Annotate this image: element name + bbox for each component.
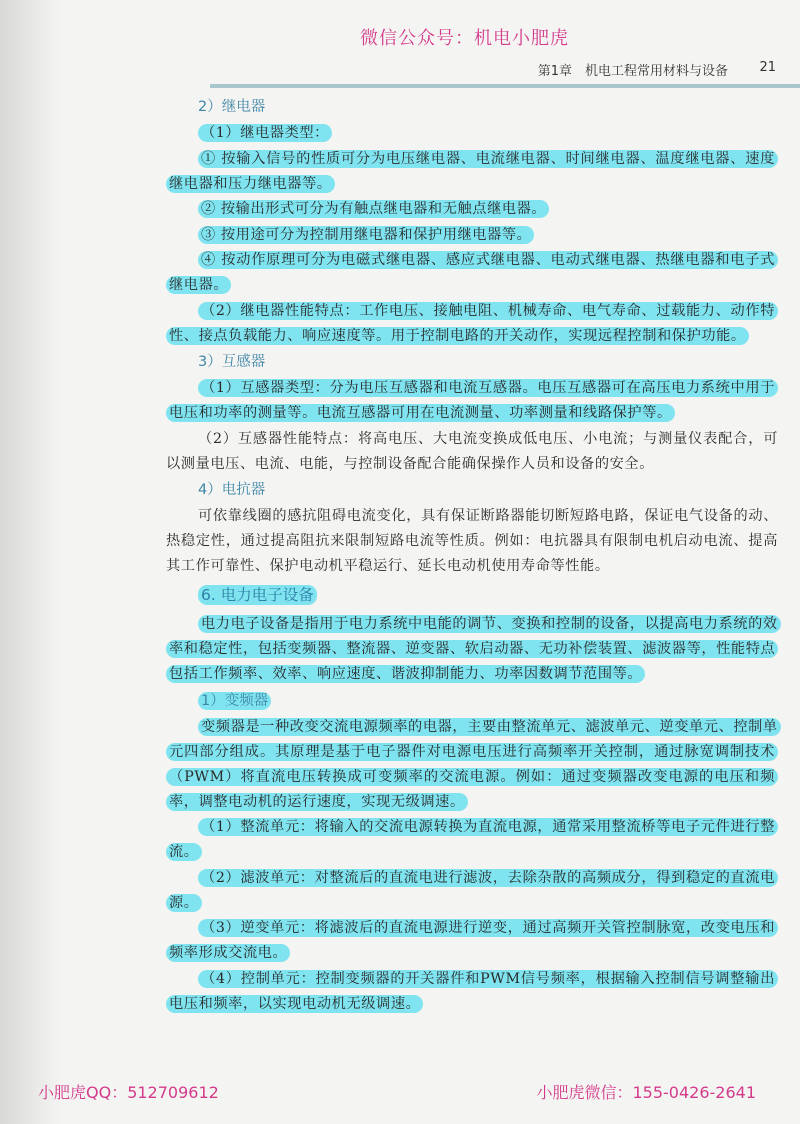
highlighted-text: （1）整流单元：将输入的交流电源转换为直流电源，通常采用整流桥等电子元件进行整流。 — [166, 818, 778, 861]
footer-wechat: 小肥虎微信：155-0426-2641 — [536, 1083, 756, 1102]
paragraph — [166, 715, 778, 815]
section-heading-power-electronics — [166, 581, 778, 610]
highlighted-text: ④ 按动作原理可分为电磁式继电器、感应式继电器、电动式继电器、热继电器和电子式继电器。 — [166, 251, 778, 294]
highlighted-text: （3）逆变单元：将滤波后的直流电源进行逆变，通过高频开关管控制脉宽，改变电压和频率形成交流电。 — [166, 919, 778, 962]
paragraph: 可依靠线圈的感抗阻碍电流变化，具有保证断路器能切断短路电路，保证电气设备的动、热稳定性，通过提高阻抗来限制短路电流等性质。例如：电抗器具有限制电机启动电流、提高其工作可靠性、保护电动机平稳运行、延长电动机使用寿命等性能。 — [166, 508, 778, 574]
paragraph — [166, 612, 778, 687]
highlighted-text: （4）控制单元：控制变频器的开关器件和PWM信号频率，根据输入控制信号调整输出电压和频率，以实现电动机无级调速。 — [166, 970, 778, 1013]
highlighted-text: （1）继电器类型： — [198, 124, 332, 142]
footer-qq: 小肥虎QQ：512709612 — [38, 1083, 219, 1102]
watermark-top: 微信公众号：机电小肥虎 — [360, 28, 569, 49]
section-heading-relay — [166, 94, 778, 121]
section-heading-transformer-text: 3）互感器 — [198, 354, 266, 370]
paragraph — [166, 916, 778, 966]
section-heading-power-electronics-text: 6. 电力电子设备 — [198, 585, 317, 605]
section-heading-relay-text: 2）继电器 — [198, 99, 266, 115]
paragraph — [166, 815, 778, 865]
highlighted-text: ① 按输入信号的性质可分为电压继电器、电流继电器、时间继电器、温度继电器、速度继电器和压力继电器等。 — [166, 150, 778, 193]
section-heading-reactor-text: 4）电抗器 — [198, 482, 266, 498]
section-heading-inverter-text: 1）变频器 — [198, 692, 271, 710]
paragraph: （2）互感器性能特点：将高电压、大电流变换成低电压、小电流；与测量仪表配合，可以测量电压、电流、电能，与控制设备配合能确保操作人员和设备的安全。 — [166, 430, 778, 472]
page-number: 21 — [759, 60, 776, 75]
paragraph — [166, 121, 778, 146]
header-rule — [210, 84, 800, 88]
paragraph — [166, 967, 778, 1017]
book-page — [38, 0, 800, 1124]
section-heading-reactor — [166, 477, 778, 504]
chapter-title: 第1章 机电工程常用材料与设备 — [537, 64, 728, 79]
paragraph — [166, 248, 778, 298]
section-heading-inverter — [166, 688, 778, 715]
highlighted-text: （1）互感器类型：分为电压互感器和电流互感器。电压互感器可在高压电力系统中用于电压和功率的测量等。电流互感器可用在电流测量、功率测量和线路保护等。 — [166, 379, 778, 422]
highlighted-text: （2）继电器性能特点：工作电压、接触电阻、机械寿命、电气寿命、过载能力、动作特性、接点负载能力、响应速度等。用于控制电路的开关动作，实现远程控制和保护功能。 — [166, 302, 778, 345]
highlighted-text: （2）滤波单元：对整流后的直流电进行滤波，去除杂散的高频成分，得到稳定的直流电源。 — [166, 869, 778, 912]
running-header — [60, 60, 800, 82]
paragraph — [166, 866, 778, 916]
paragraph — [166, 147, 778, 197]
paragraph — [166, 376, 778, 426]
highlighted-text: ③ 按用途可分为控制用继电器和保护用继电器等。 — [198, 226, 534, 244]
paragraph — [166, 197, 778, 222]
paragraph — [166, 223, 778, 248]
page-content — [166, 94, 778, 1017]
section-heading-transformer — [166, 349, 778, 376]
paragraph — [166, 299, 778, 349]
highlighted-text: ② 按输出形式可分为有触点继电器和无触点继电器。 — [198, 200, 549, 218]
highlighted-text: 变频器是一种改变交流电源频率的电器，主要由整流单元、滤波单元、逆变单元、控制单元四部分组成。其原理是基于电子器件对电源电压进行高频率开关控制，通过脉宽调制技术（PWM）将直流电压转换成可变频率的交流电源。例如：通过变频器改变电源的电压和频率，调整电动机的运行速度，实现无级调速。 — [166, 718, 781, 811]
book-binding-shadow — [0, 0, 60, 1124]
highlighted-text: 电力电子设备是指用于电力系统中电能的调节、变换和控制的设备，以提高电力系统的效率和稳定性，包括变频器、整流器、逆变器、软启动器、无功补偿装置、滤波器等，性能特点包括工作频率、效率、响应速度、谐波抑制能力、功率因数调节范围等。 — [166, 615, 781, 683]
